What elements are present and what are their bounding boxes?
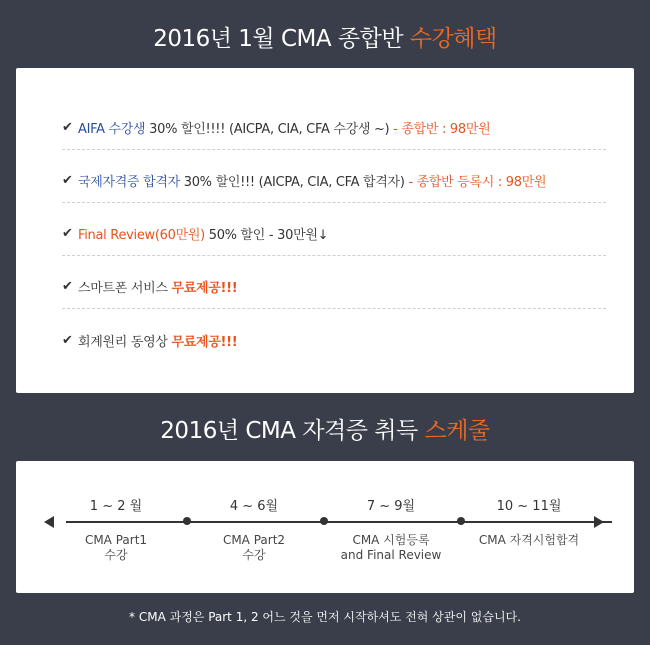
schedule-title <box>0 412 650 445</box>
benefits-title-highlight: 수강혜택 <box>409 26 497 52</box>
benefit-text-5 <box>78 331 237 350</box>
benefit-5-body: 회계원리 동영상 <box>78 334 172 350</box>
schedule-month-3: 7 ~ 9월 <box>366 499 416 514</box>
timeline-arrow-left-icon <box>44 516 54 528</box>
schedule-month-4: 10 ~ 11월 <box>496 499 562 514</box>
benefit-item-4 <box>62 264 606 309</box>
benefit-2-price: - 종합반 등록시 : 98만원 <box>408 174 547 190</box>
footnote: * CMA 과정은 Part 1, 2 어느 것을 먼저 시작하셔도 전혀 상관이 없습니다. <box>129 610 521 624</box>
schedule-desc-1 <box>46 533 186 563</box>
timeline-arrow-right-icon <box>594 516 604 528</box>
benefit-text-4 <box>78 277 237 296</box>
schedule-desc-3-line2: and Final Review <box>340 548 442 562</box>
schedule-desc-4 <box>459 533 599 548</box>
schedule-desc-2 <box>184 533 324 563</box>
benefits-card <box>16 68 634 393</box>
benefit-3-lead: Final Review(60만원) <box>78 227 205 243</box>
benefit-4-body: 스마트폰 서비스 <box>78 280 172 296</box>
benefit-item-1 <box>62 105 606 150</box>
benefit-1-price: - 종합반 : 98만원 <box>393 121 491 137</box>
check-icon: ✔ <box>62 119 73 135</box>
timeline-line <box>66 521 612 523</box>
check-icon: ✔ <box>62 332 73 348</box>
benefit-item-2 <box>62 158 606 203</box>
schedule-desc-1-line1: CMA Part1 <box>84 533 148 547</box>
timeline-dot <box>320 517 328 525</box>
benefit-2-body: 30% 할인!!! (AICPA, CIA, CFA 합격자) <box>179 174 409 190</box>
schedule-desc-2-line2: 수강 <box>242 548 266 562</box>
benefits-title-prefix: 2016년 1월 CMA 종합반 <box>153 26 410 52</box>
schedule-desc-3 <box>321 533 461 563</box>
benefit-1-body: 30% 할인!!!! (AICPA, CIA, CFA 수강생 ~) <box>145 121 394 137</box>
benefit-item-3 <box>62 211 606 256</box>
check-icon: ✔ <box>62 278 73 294</box>
benefit-text-1 <box>78 118 490 137</box>
schedule-desc-4-line1: CMA 자격시험합격 <box>478 533 580 547</box>
schedule-month-2: 4 ~ 6월 <box>229 499 279 514</box>
benefit-text-2 <box>78 171 546 190</box>
benefit-5-highlight: 무료제공!!! <box>171 334 238 350</box>
benefits-title <box>0 20 650 53</box>
benefit-4-highlight: 무료제공!!! <box>171 280 238 296</box>
check-icon: ✔ <box>62 225 73 241</box>
schedule-month-1: 1 ~ 2 월 <box>89 499 143 514</box>
schedule-desc-3-line1: CMA 시험등록 <box>352 533 430 547</box>
schedule-card <box>16 461 634 593</box>
benefit-2-lead: 국제자격증 합격자 <box>78 174 180 190</box>
benefit-3-body: 50% 할인 - 30만원↓ <box>204 227 329 243</box>
schedule-title-prefix: 2016년 CMA 자격증 취득 <box>160 418 425 444</box>
benefit-text-3 <box>78 224 328 243</box>
schedule-title-highlight: 스케줄 <box>424 418 490 444</box>
benefit-item-5 <box>62 318 606 362</box>
benefit-1-lead: AIFA 수강생 <box>78 121 146 137</box>
check-icon: ✔ <box>62 172 73 188</box>
timeline-dot <box>457 517 465 525</box>
timeline-dot <box>183 517 191 525</box>
schedule-desc-2-line1: CMA Part2 <box>222 533 286 547</box>
schedule-desc-1-line2: 수강 <box>104 548 128 562</box>
